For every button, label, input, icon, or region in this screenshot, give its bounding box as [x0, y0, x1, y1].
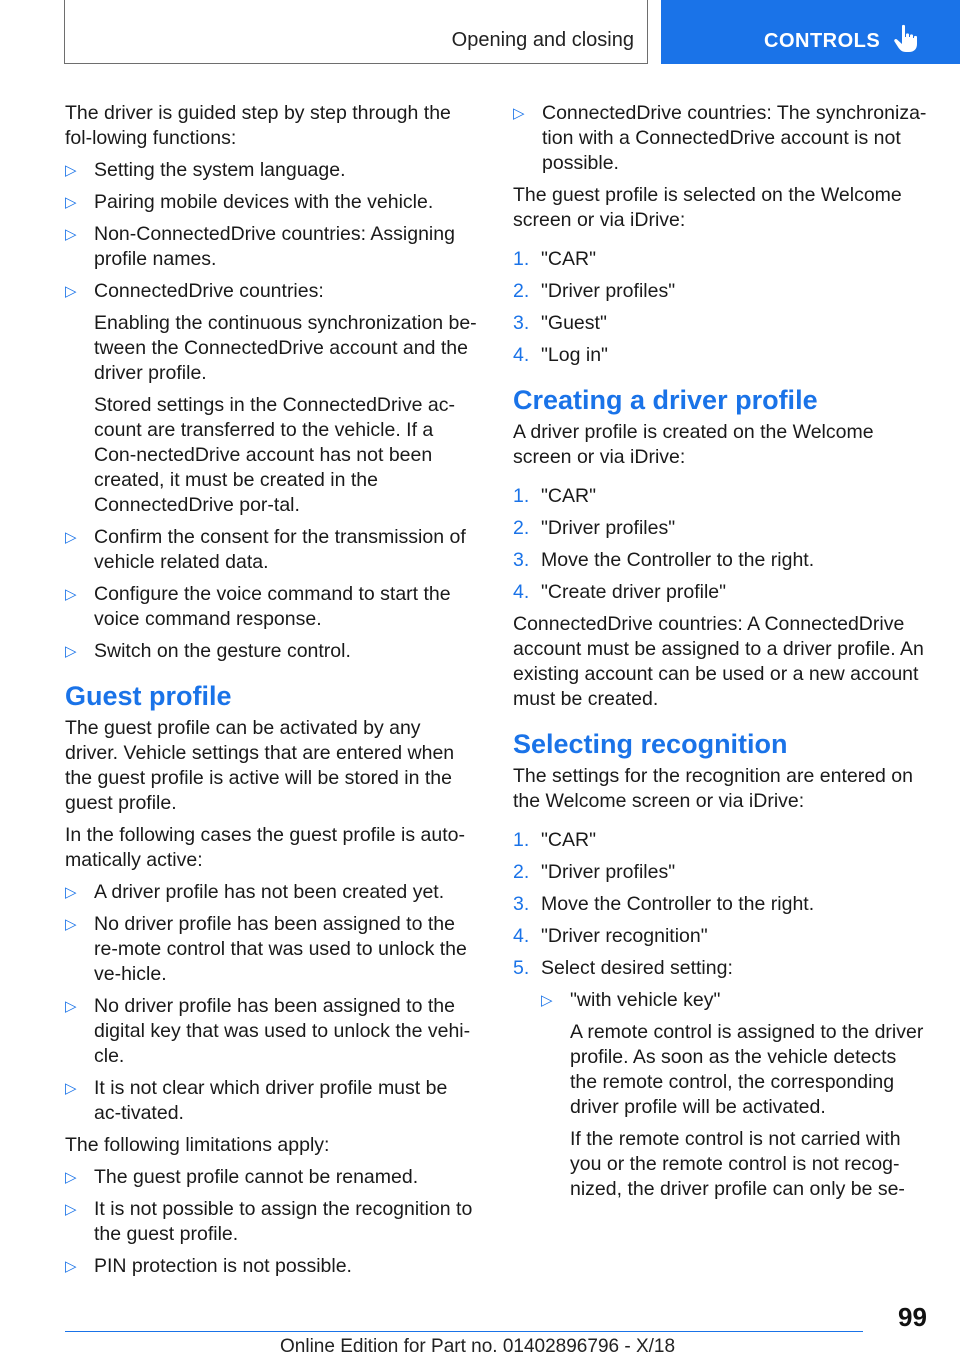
list-item: ▷ It is not possible to assign the recognition to the guest profile. — [65, 1198, 473, 1245]
step-number: 1. — [513, 829, 530, 851]
list-item: 3. Move the Controller to the right. — [513, 893, 815, 915]
limitations-intro: The following limitations apply: — [65, 1134, 330, 1156]
list-item: 2. "Driver profiles" — [513, 280, 676, 302]
triangle-bullet-icon: ▷ — [541, 992, 553, 1009]
triangle-bullet-icon: ▷ — [65, 162, 77, 179]
right-column — [513, 101, 928, 1209]
guest-cases-intro: In the following cases the guest profile is auto-matically active: — [65, 824, 465, 871]
list-item: ▷ No driver profile has been assigned to the digital key that was used to unlock the vehi-cle. — [65, 995, 471, 1067]
footer-edition-text: Online Edition for Part no. 01402896796 - X/18 — [280, 1336, 676, 1357]
triangle-bullet-icon: ▷ — [65, 586, 77, 603]
triangle-bullet-icon: ▷ — [65, 643, 77, 660]
list-item: 4. "Log in" — [513, 344, 608, 366]
pointing-hand-icon — [893, 24, 921, 54]
header-chapter-box — [661, 0, 960, 64]
triangle-bullet-icon: ▷ — [65, 998, 77, 1015]
step-number: 4. — [513, 925, 530, 947]
triangle-bullet-icon: ▷ — [65, 884, 77, 901]
list-item-detail: Stored settings in the ConnectedDrive ac-count are transferred to the vehicle. If a Con-nectedDrive account has not been created, it must be created in the ConnectedDrive por-tal. — [94, 394, 455, 516]
left-column — [65, 101, 477, 1286]
guest-select-text: The guest profile is selected on the Welcome screen or via iDrive: — [513, 184, 902, 231]
triangle-bullet-icon: ▷ — [65, 529, 77, 546]
triangle-bullet-icon: ▷ — [65, 194, 77, 211]
list-item: ▷ Switch on the gesture control. — [65, 640, 351, 662]
triangle-bullet-icon: ▷ — [65, 1201, 77, 1218]
triangle-bullet-icon: ▷ — [65, 1169, 77, 1186]
create-profile-note: ConnectedDrive countries: A ConnectedDrive account must be assigned to a driver profile. An existing account can be used or a new account must be created. — [513, 613, 924, 710]
triangle-bullet-icon: ▷ — [513, 105, 525, 122]
step-number: 3. — [513, 893, 530, 915]
create-profile-text: A driver profile is created on the Welcome screen or via iDrive: — [513, 421, 874, 468]
list-item: 2. "Driver profiles" — [513, 861, 676, 883]
list-item: ▷ Non-ConnectedDrive countries: Assigning profile names. — [65, 223, 455, 270]
list-item-detail: If the remote control is not carried with you or the remote control is not recog-nized, the driver profile can only be se- — [570, 1128, 905, 1200]
list-item: ▷ Pairing mobile devices with the vehicle. — [65, 191, 434, 213]
page-number: 99 — [898, 1302, 927, 1332]
list-item: 4. "Driver recognition" — [513, 925, 708, 947]
step-number: 5. — [513, 957, 530, 979]
guest-profile-heading: Guest profile — [65, 681, 232, 711]
step-number: 1. — [513, 485, 530, 507]
triangle-bullet-icon: ▷ — [65, 1258, 77, 1275]
selecting-recognition-heading: Selecting recognition — [513, 729, 788, 759]
list-item: ▷ ConnectedDrive countries: Enabling the continuous synchronization be-tween the ConnectedDrive account and the driver profile. Stored settings in the ConnectedDrive ac-count are transferred to the vehicle. If a Con-nectedDrive account has not been created, it must be created in the ConnectedDrive por-tal. — [65, 280, 477, 516]
step-number: 2. — [513, 861, 530, 883]
header-section-box — [64, 0, 648, 64]
list-item-detail: A remote control is assigned to the driver profile. As soon as the vehicle detects the remote control, the corresponding driver profile will be activated. — [570, 1021, 924, 1118]
list-item: 1. "CAR" — [513, 829, 597, 851]
step-number: 4. — [513, 344, 530, 366]
list-item: 3. Move the Controller to the right. — [513, 549, 815, 571]
list-item: ▷ "with vehicle key" A remote control is assigned to the driver profile. As soon as the vehicle detects the remote control, the corresponding driver profile will be activated. If the remote control is not carried with you or the remote control is not recog-nized, the driver profile can only be se- — [541, 988, 928, 1202]
guest-profile-text: The guest profile can be activated by any driver. Vehicle settings that are entered when the guest profile is active will be stored in the guest profile. — [65, 717, 455, 814]
list-item: 1. "CAR" — [513, 248, 597, 270]
triangle-bullet-icon: ▷ — [65, 916, 77, 933]
create-profile-heading: Creating a driver profile — [513, 385, 818, 415]
list-item: ▷ The guest profile cannot be renamed. — [65, 1166, 419, 1188]
intro-text: The driver is guided step by step through the fol-lowing functions: — [65, 102, 451, 149]
step-number: 4. — [513, 581, 530, 603]
header-section-title: Opening and closing — [451, 29, 634, 51]
list-item: 3. "Guest" — [513, 312, 607, 334]
triangle-bullet-icon: ▷ — [65, 226, 77, 243]
list-item-detail: Enabling the continuous synchronization be-tween the ConnectedDrive account and the driver profile. — [94, 312, 477, 384]
step-number: 1. — [513, 248, 530, 270]
list-item: 2. "Driver profiles" — [513, 517, 676, 539]
step-number: 2. — [513, 517, 530, 539]
list-item: 4. "Create driver profile" — [513, 581, 727, 603]
step-number: 2. — [513, 280, 530, 302]
list-item: ▷ It is not clear which driver profile must be ac-tivated. — [65, 1077, 448, 1124]
triangle-bullet-icon: ▷ — [65, 283, 77, 300]
list-item: ▷ Setting the system language. — [65, 159, 346, 181]
list-item: 1. "CAR" — [513, 485, 597, 507]
header-chapter-title: CONTROLS — [764, 30, 881, 52]
recognition-text: The settings for the recognition are entered on the Welcome screen or via iDrive: — [513, 765, 913, 812]
list-item: ▷ ConnectedDrive countries: The synchroniza-tion with a ConnectedDrive account is not possible. — [513, 102, 927, 174]
list-item: ▷ Confirm the consent for the transmission of vehicle related data. — [65, 526, 466, 573]
step-number: 3. — [513, 312, 530, 334]
step-number: 3. — [513, 549, 530, 571]
list-item: ▷ No driver profile has been assigned to the re-mote control that was used to unlock the ve-hicle. — [65, 913, 467, 985]
triangle-bullet-icon: ▷ — [65, 1080, 77, 1097]
list-item: 5. Select desired setting: ▷ "with vehicle key" A remote control is assigned to the driver profile. As soon as the vehicle detects the remote control, the corresponding driver profile will be activated. If the remote control is not carried with you or the remote control is not recog-nized, the driver profile can only be se- — [513, 956, 928, 1202]
list-item: ▷ PIN protection is not possible. — [65, 1255, 352, 1277]
footer-divider — [65, 1331, 863, 1332]
list-item: ▷ A driver profile has not been created yet. — [65, 881, 445, 903]
list-item: ▷ Configure the voice command to start the voice command response. — [65, 583, 451, 630]
